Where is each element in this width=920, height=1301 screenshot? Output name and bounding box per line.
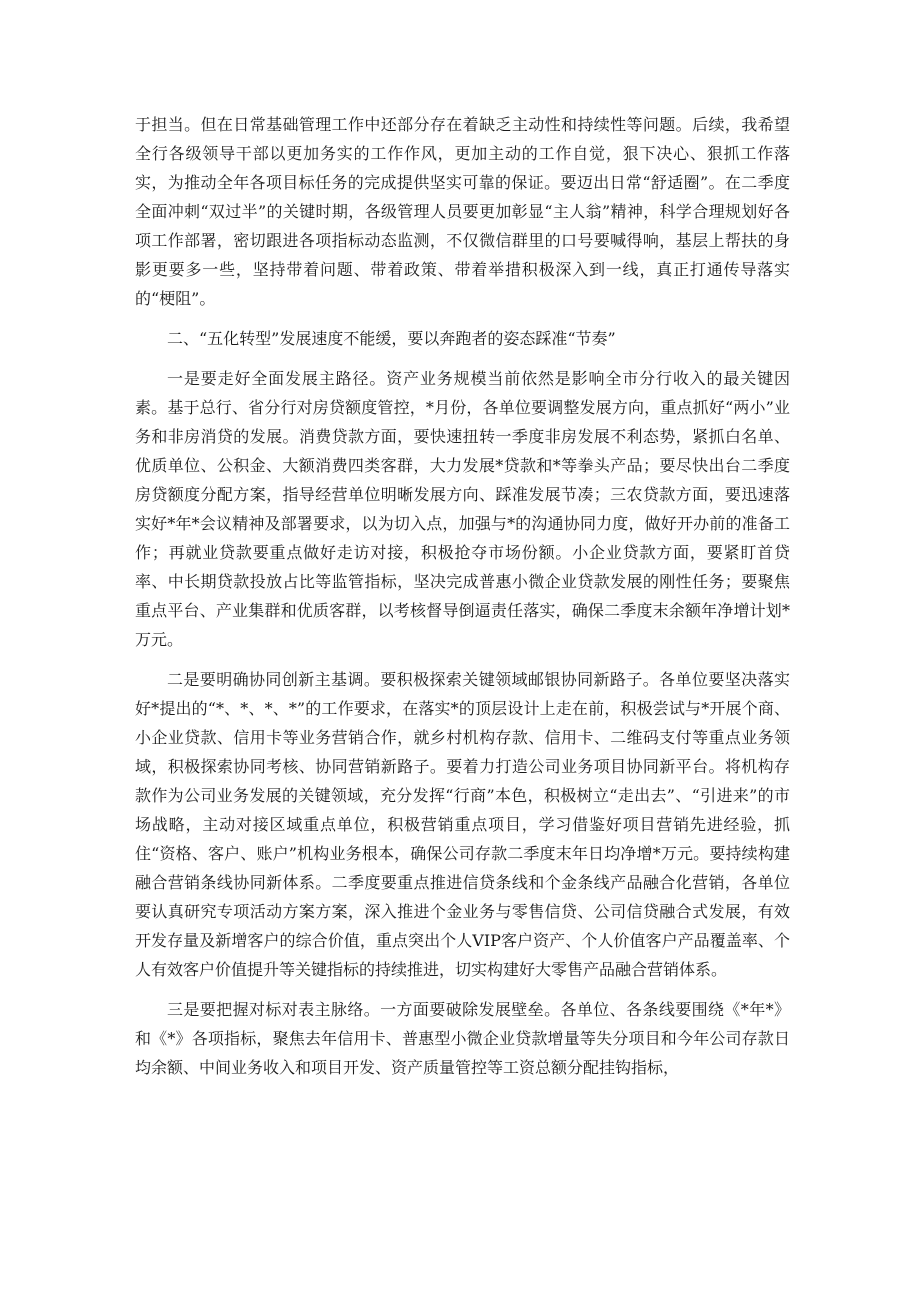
paragraph-asset-business: 一是要走好全面发展主路径。资产业务规模当前依然是影响全市分行收入的最关键因素。基于总行、省分行对房贷额度管控，*月份，各单位要调整发展方向，重点抓好“两小”业务和非房消贷的发展。消费贷款方面，要快速扭转一季度非房发展不利态势，紧抓白名单、优质单位、公积金、大额消费四类客群，大力发展*贷款和*等拳头产品；要尽快出台二季度房贷额度分配方案，指导经营单位明晰发展方向、踩准发展节凑；三农贷款方面，要迅速落实好*年*会议精神及部署要求，以为切入点，加强与*的沟通协同力度，做好开办前的准备工作；再就业贷款要重点做好走访对接，积极抢夺市场份额。小企业贷款方面，要紧盯首贷率、中长期贷款投放占比等监管指标，坚决完成普惠小微企业贷款发展的刚性任务；要聚焦重点平台、产业集群和优质客群，以考核督导倒逼责任落实，确保二季度末余额年净增计划*万元。 bbox=[135, 369, 790, 649]
section-heading: 二、“五化转型”发展速度不能缓，要以奔跑者的姿态踩准“节奏” bbox=[167, 329, 616, 348]
paragraph-collaboration: 二是要明确协同创新主基调。要积极探索关键领域邮银协同新路子。各单位要坚决落实好*提出的“*、*、*、*”的工作要求，在落实*的顶层设计上走在前，积极尝试与*开展个商、小企业贷款、信用卡等业务营销合作，就乡村机构存款、信用卡、二维码支付等重点业务领域，积极探索协同考核、协同营销新路子。要着力打造公司业务项目协同新平台。将机构存款作为公司业务发展的关键领域，充分发挥“行商”本色，积极树立“走出去”、“引进来”的市场战略，主动对接区域重点单位，积极营销重点项目，学习借鉴好项目营销先进经验，抓住“资格、客户、账户”机构业务根本，确保公司存款二季度末年日均净增*万元。要持续构建融合营销条线协同新体系。二季度要重点推进信贷条线和个金条线产品融合化营销，各单位要认真研究专项活动方案方案，深入推进个金业务与零售信贷、公司信贷融合式发展，有效开发存量及新增客户的综合价值，重点突出个人VIP客户资产、个人价值客户产品覆盖率、个人有效客户价值提升等关键指标的持续推进，切实构建好大零售产品融合营销体系。 bbox=[135, 670, 790, 979]
document-body bbox=[135, 110, 790, 1093]
paragraph-benchmarking: 三是要把握对标对表主脉络。一方面要破除发展壁垒。各单位、各条线要围绕《*年*》和《*》各项指标，聚焦去年信用卡、普惠型小微企业贷款增量等失分项目和今年公司存款日均余额、中间业务收入和项目开发、资产质量管控等工资总额分配挂钩指标， bbox=[135, 1000, 790, 1077]
paragraph-continuation: 于担当。但在日常基础管理工作中还部分存在着缺乏主动性和持续性等问题。后续，我希望全行各级领导干部以更加务实的工作作风，更加主动的工作自觉，狠下决心、狠抓工作落实，为推动全年各项目标任务的完成提供坚实可靠的保证。要迈出日常“舒适圈”。在二季度全面冲刺“双过半”的关键时期，各级管理人员要更加彰显“主人翁”精神，科学合理规划好各项工作部署，密切跟进各项指标动态监测，不仅微信群里的口号要喊得响，基层上帮扶的身影更要多一些，坚持带着问题、带着政策、带着举措积极深入到一线，真正打通传导落实的“梗阻”。 bbox=[135, 115, 790, 308]
